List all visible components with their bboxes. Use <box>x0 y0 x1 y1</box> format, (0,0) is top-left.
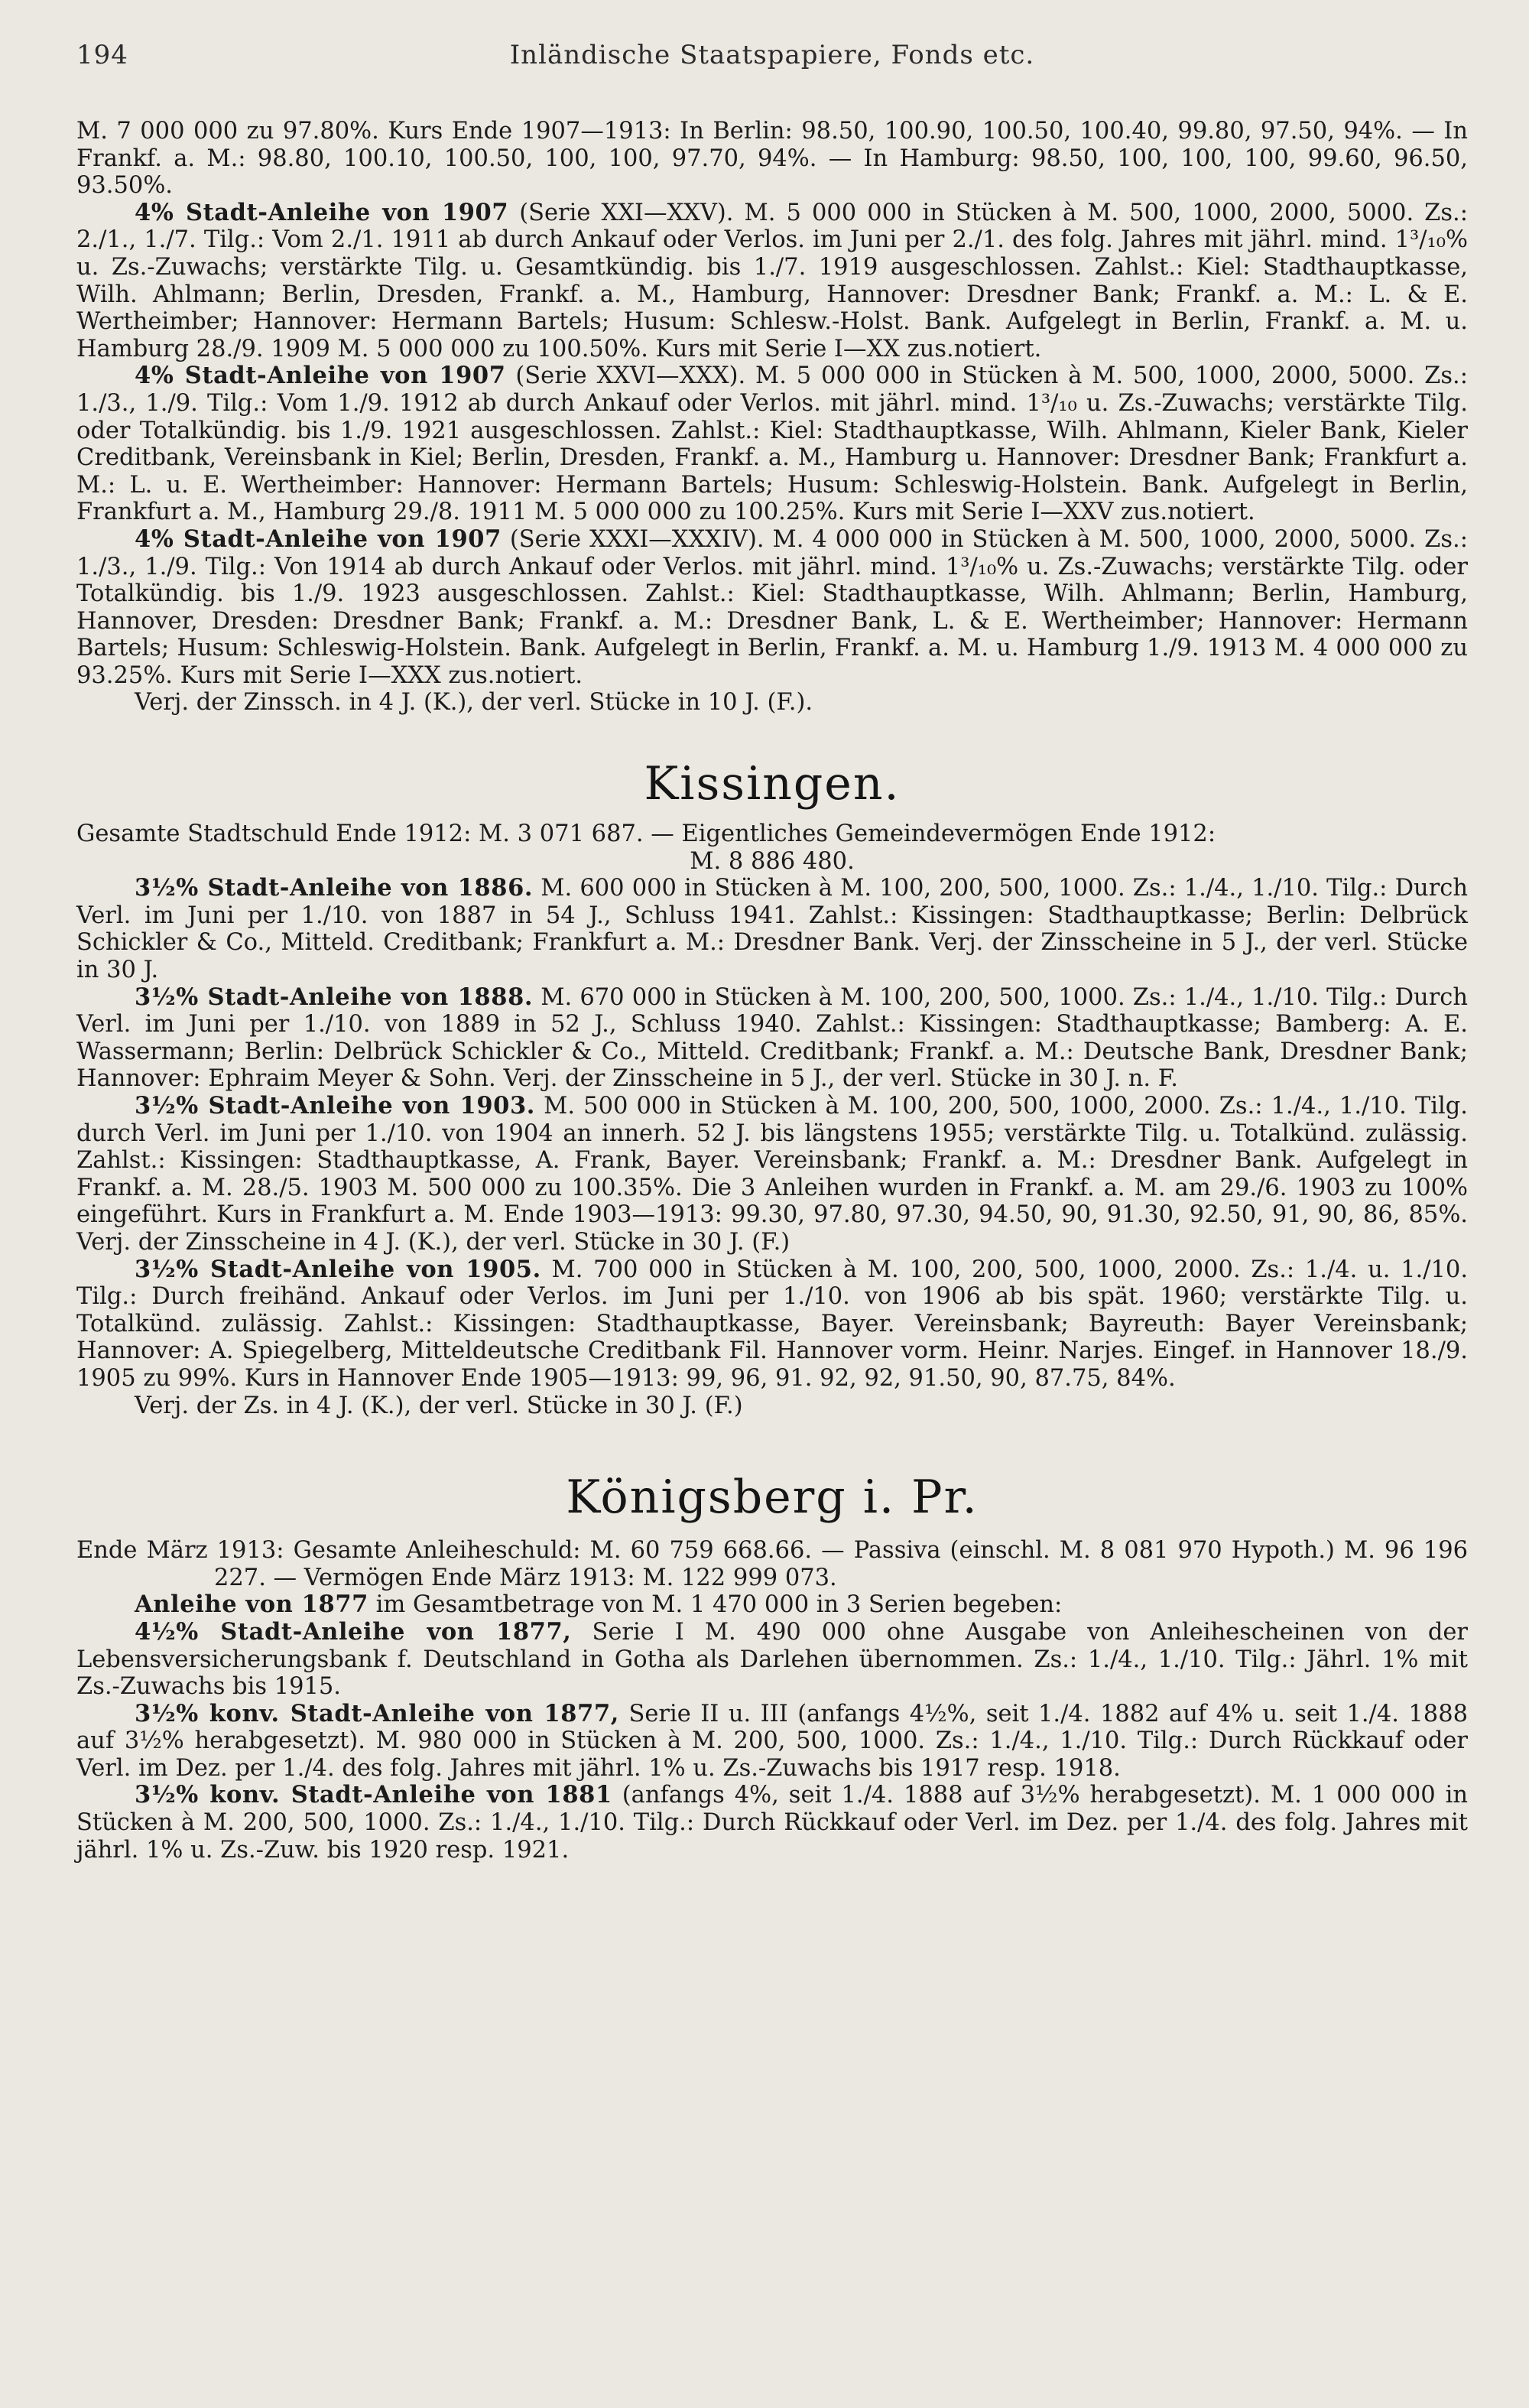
paragraph-koenigsberg-1877-serie-1 <box>76 1619 1468 1701</box>
section-title-koenigsberg: Königsberg i. Pr. <box>566 1470 979 1525</box>
loan-text: Serie I M. 490 000 ohne Ausgabe von Anleihescheinen von der Lebensversicherungsbank f. Deutschland in Gotha als Darlehen übernommen. Zs.: 1./4., 1./10. Tilg.: Jährl. 1% mit Zs.-Zuwachs bis 1915. <box>76 1618 1468 1701</box>
loan-heading: 3½% Stadt-Anleihe von 1888. <box>135 983 534 1011</box>
loan-heading: 4% Stadt-Anleihe von 1907 <box>135 198 509 226</box>
loan-heading: 3½% Stadt-Anleihe von 1905. <box>135 1255 541 1283</box>
paragraph-kiel-1907-c <box>76 526 1468 690</box>
paragraph-kissingen-intro-value: M. 8 886 480. <box>690 847 855 875</box>
loan-heading: 4½% Stadt-Anleihe von 1877, <box>135 1617 572 1646</box>
page-number: 194 <box>76 40 128 70</box>
paragraph-koenigsberg-1877 <box>76 1591 1468 1619</box>
paragraph-kissingen-1888 <box>76 984 1468 1093</box>
section-title-kissingen: Kissingen. <box>644 757 901 811</box>
loan-heading: 3½% Stadt-Anleihe von 1903. <box>135 1092 536 1120</box>
running-header <box>76 40 1468 70</box>
loan-heading: 3½% konv. Stadt-Anleihe von 1881 <box>135 1781 612 1809</box>
paragraph-kiel-1907-a <box>76 200 1468 363</box>
loan-text: (Serie XXI—XXV). M. 5 000 000 in Stücken à M. 500, 1000, 2000, 5000. Zs.: 2./1., 1./7. Tilg.: Vom 2./1. 1911 ab durch Ankauf oder Verlos. im Juni per 2./1. des folg. Jahres mit jährl. mind. 1³/₁₀% u. Zs.-Zuwachs; verstärkte Tilg. u. Gesamtkündig. bis 1./7. 1919 ausgeschlossen. Zahlst.: Kiel: Stadthauptkasse, Wilh. Ahlmann; Berlin, Dresden, Frankf. a. M., Hamburg, Hannover: Dresdner Bank; Frankf. a. M.: L. & E. Wertheimber; Hannover: Hermann Bartels; Husum: Schlesw.-Holst. Bank. Aufgelegt in Berlin, Frankf. a. M. u. Hamburg 28./9. 1909 M. 5 000 000 zu 100.50%. Kurs mit Serie I—XX zus.notiert. <box>76 199 1468 362</box>
loan-text: M. 600 000 in Stücken à M. 100, 200, 500, 1000. Zs.: 1./4., 1./10. Tilg.: Durch Verl. im Juni per 1./10. von 1887 in 54 J., Schluss 1941. Zahlst.: Kissingen: Stadthauptkasse; Berlin: Delbrück Schickler & Co., Mitteld. Creditbank; Frankfurt a. M.: Dresdner Bank. Verj. der Zinsscheine in 5 J., der verl. Stücke in 30 J. <box>76 875 1469 984</box>
loan-heading: 3½% konv. Stadt-Anleihe von 1877, <box>135 1699 619 1727</box>
loan-text: Serie II u. III (anfangs 4½%, seit 1./4. 1882 auf 4% u. seit 1./4. 1888 auf 3½% herabgesetzt). M. 980 000 in Stücken à M. 200, 500, 1000. Zs.: 1./4., 1./10. Tilg.: Durch Rückkauf oder Verl. im Dez. per 1./4. des folg. Jahres mit jährl. 1% u. Zs.-Zuwachs bis 1917 resp. 1918. <box>76 1700 1469 1782</box>
paragraph-kurs-continuation: M. 7 000 000 zu 97.80%. Kurs Ende 1907—1913: In Berlin: 98.50, 100.90, 100.50, 100.40, 99.80, 97.50, 94%. — In Frankf. a. M.: 98.80, 100.10, 100.50, 100, 100, 97.70, 94%. — In Hamburg: 98.50, 100, 100, 100, 99.60, 96.50, 93.50%. <box>76 118 1468 200</box>
running-title: Inländische Staatspapiere, Fonds etc. <box>509 40 1035 70</box>
paragraph-verjaehrung-kiel: Verj. der Zinssch. in 4 J. (K.), der verl. Stücke in 10 J. (F.). <box>135 689 813 717</box>
loan-heading: Anleihe von 1877 <box>135 1591 368 1619</box>
loan-text: M. 500 000 in Stücken à M. 100, 200, 500, 1000, 2000. Zs.: 1./4., 1./10. Tilg. durch Verl. im Juni per 1./10. von 1904 an innerh. 52 J. bis längstens 1955; verstärkte Tilg. u. Totalkünd. zulässig. Zahlst.: Kissingen: Stadthauptkasse, A. Frank, Bayer. Vereinsbank; Frankf. a. M.: Dresdner Bank. Aufgelegt in Frankf. a. M. 28./5. 1903 M. 500 000 zu 100.35%. Die 3 Anleihen wurden in Frankf. a. M. am 29./6. 1903 zu 100% eingeführt. Kurs in Frankfurt a. M. Ende 1903—1913: 99.30, 97.80, 97.30, 94.50, 90, 91.30, 92.50, 91, 90, 86, 85%. Verj. der Zinsscheine in 4 J. (K.), der verl. Stücke in 30 J. (F.) <box>76 1093 1468 1256</box>
paragraph-koenigsberg-1881 <box>76 1782 1468 1864</box>
paragraph-kissingen-1905 <box>76 1256 1468 1392</box>
paragraph-kissingen-1886 <box>76 875 1468 983</box>
paragraph-kissingen-1903 <box>76 1093 1468 1256</box>
body-text <box>76 118 1468 1864</box>
loan-text: im Gesamtbetrage von M. 1 470 000 in 3 Serien begeben: <box>368 1591 1063 1619</box>
paragraph-koenigsberg-intro: Ende März 1913: Gesamte Anleiheschuld: M. 60 759 668.66. — Passiva (einschl. M. 8 081 970 Hypoth.) M. 96 196 227. — Vermögen Ende März 1913: M. 122 999 073. <box>76 1537 1468 1591</box>
loan-heading: 4% Stadt-Anleihe von 1907 <box>135 525 502 553</box>
paragraph-kissingen-intro: Gesamte Stadtschuld Ende 1912: M. 3 071 687. — Eigentliches Gemeindevermögen Ende 1912: <box>76 821 1216 848</box>
loan-heading: 3½% Stadt-Anleihe von 1886. <box>135 874 534 902</box>
loan-text: (Serie XXXI—XXXIV). M. 4 000 000 in Stücken à M. 500, 1000, 2000, 5000. Zs.: 1./3., 1./9. Tilg.: Von 1914 ab durch Ankauf oder Verlos. mit jährl. mind. 1³/₁₀% u. Zs.-Zuwachs; verstärkte Tilg. oder Totalkündig. bis 1./9. 1923 ausgeschlossen. Zahlst.: Kiel: Stadthauptkasse, Wilh. Ahlmann; Berlin, Hamburg, Hannover, Dresden: Dresdner Bank; Frankf. a. M.: Dresdner Bank, L. & E. Wertheimber; Hannover: Hermann Bartels; Husum: Schleswig-Holstein. Bank. Aufgelegt in Berlin, Frankf. a. M. u. Hamburg 1./9. 1913 M. 4 000 000 zu 93.25%. Kurs mit Serie I—XXX zus.notiert. <box>76 525 1468 689</box>
paragraph-kiel-1907-b <box>76 362 1468 526</box>
paragraph-verjaehrung-kissingen: Verj. der Zs. in 4 J. (K.), der verl. Stücke in 30 J. (F.) <box>135 1392 743 1419</box>
loan-text: (anfangs 4%, seit 1./4. 1888 auf 3½% herabgesetzt). M. 1 000 000 in Stücken à M. 200, 500, 1000. Zs.: 1./4., 1./10. Tilg.: Durch Rückkauf oder Verl. im Dez. per 1./4. des folg. Jahres mit jährl. 1% u. Zs.-Zuw. bis 1920 resp. 1921. <box>76 1782 1468 1864</box>
paragraph-koenigsberg-1877-serie-2-3 <box>76 1701 1468 1782</box>
loan-heading: 4% Stadt-Anleihe von 1907 <box>135 362 506 390</box>
loan-text: M. 670 000 in Stücken à M. 100, 200, 500, 1000. Zs.: 1./4., 1./10. Tilg.: Durch Verl. im Juni per 1./10. von 1889 in 52 J., Schluss 1940. Zahlst.: Kissingen: Stadthauptkasse; Bamberg: A. E. Wassermann; Berlin: Delbrück Schickler & Co., Mitteld. Creditbank; Frankf. a. M.: Deutsche Bank, Dresdner Bank; Hannover: Ephraim Meyer & Sohn. Verj. der Zinsscheine in 5 J., der verl. Stücke in 30 J. n. F. <box>76 983 1469 1093</box>
loan-text: (Serie XXVI—XXX). M. 5 000 000 in Stücken à M. 500, 1000, 2000, 5000. Zs.: 1./3., 1./9. Tilg.: Vom 1./9. 1912 ab durch Ankauf oder Verlos. mit jährl. mind. 1³/₁₀ u. Zs.-Zuwachs; verstärkte Tilg. oder Totalkündig. bis 1./9. 1921 ausgeschlossen. Zahlst.: Kiel: Stadthauptkasse, Wilh. Ahlmann, Kieler Bank, Kieler Creditbank, Vereinsbank in Kiel; Berlin, Dresden, Frankf. a. M., Hamburg u. Hannover: Dresdner Bank; Frankfurt a. M.: L. u. E. Wertheimber: Hannover: Hermann Bartels; Husum: Schleswig-Holstein. Bank. Aufgelegt in Berlin, Frankfurt a. M., Hamburg 29./8. 1911 M. 5 000 000 zu 100.25%. Kurs mit Serie I—XXV zus.notiert. <box>76 362 1468 526</box>
loan-text: M. 700 000 in Stücken à M. 100, 200, 500, 1000, 2000. Zs.: 1./4. u. 1./10. Tilg.: Durch freihänd. Ankauf oder Verlos. im Juni per 1./10. von 1906 ab bis spät. 1960; verstärkte Tilg. u. Totalkünd. zulässig. Zahlst.: Kissingen: Stadthauptkasse, Bayer. Vereinsbank; Bayreuth: Bayer Vereinsbank; Hannover: A. Spiegelberg, Mitteldeutsche Creditbank Fil. Hannover vorm. Heinr. Narjes. Eingef. in Hannover 18./9. 1905 zu 99%. Kurs in Hannover Ende 1905—1913: 99, 96, 91. 92, 92, 91.50, 90, 87.75, 84%. <box>76 1256 1469 1392</box>
